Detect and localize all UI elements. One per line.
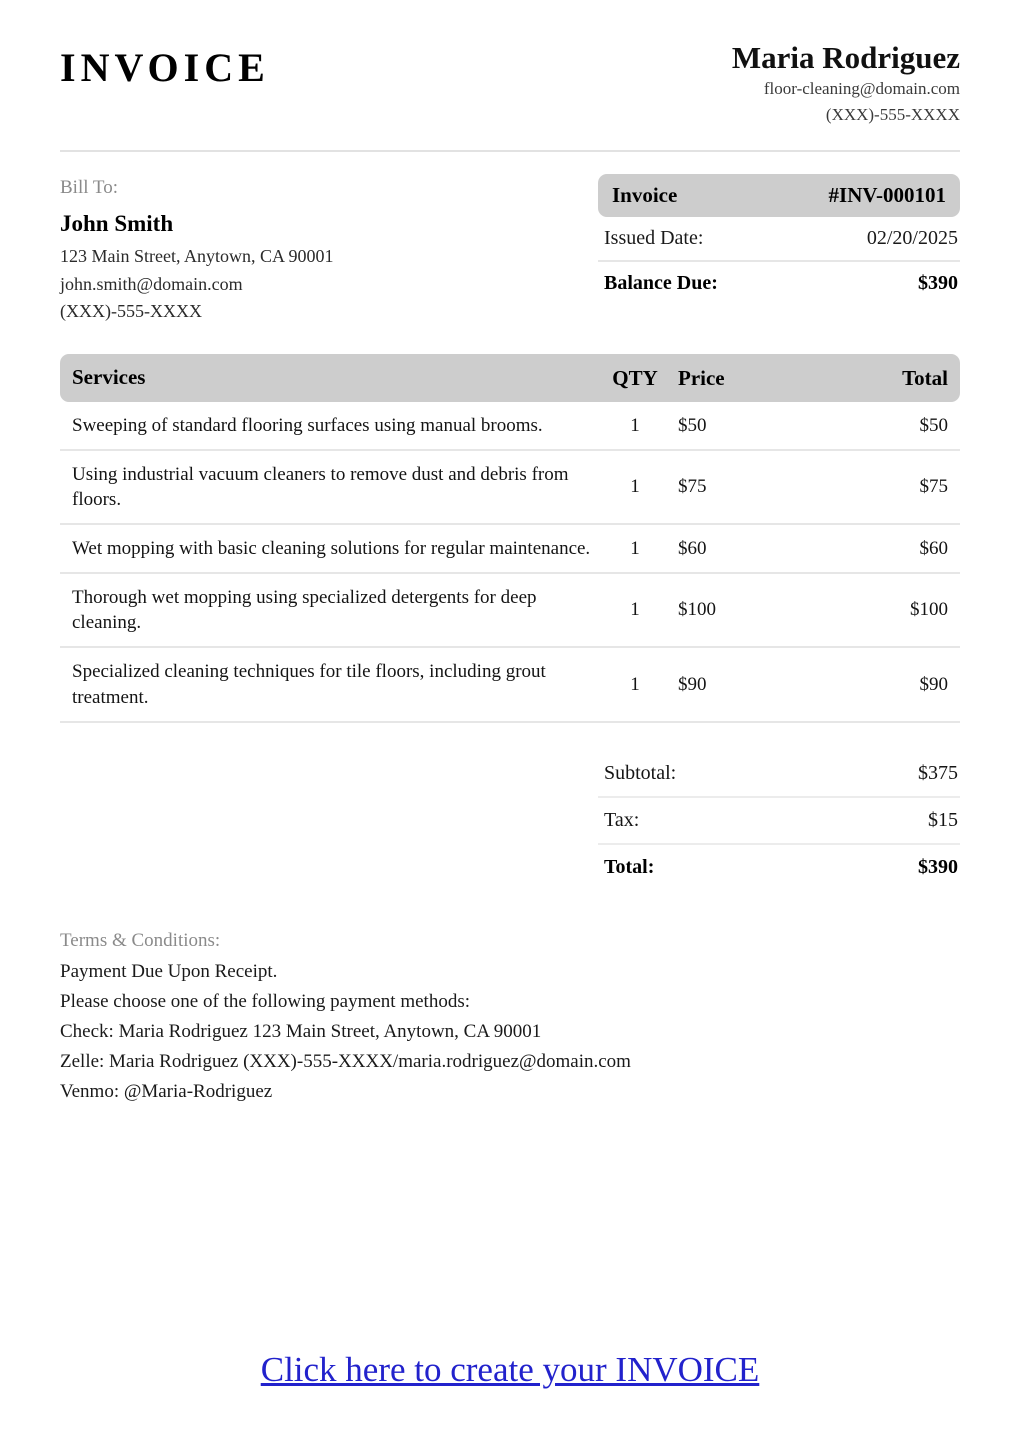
terms-line: Venmo: @Maria-Rodriguez — [60, 1080, 273, 1102]
row-description: Sweeping of standard flooring surfaces using manual brooms. — [72, 415, 543, 437]
create-invoice-link[interactable]: Click here to create your INVOICE — [260, 1350, 760, 1389]
terms-line: Check: Maria Rodriguez 123 Main Street, Anytown, CA 90001 — [60, 1020, 542, 1042]
row-qty: 1 — [630, 537, 640, 559]
issued-date-label: Issued Date: — [604, 227, 704, 250]
table-row — [60, 648, 960, 722]
row-description: Specialized cleaning techniques for tile floors, including grout treatment. — [72, 661, 546, 708]
total-value: $390 — [918, 855, 958, 878]
balance-due-label: Balance Due: — [604, 272, 718, 295]
row-description: Wet mopping with basic cleaning solutions for regular maintenance. — [72, 538, 591, 560]
subtotal-value: $375 — [918, 761, 958, 784]
invoice-header — [60, 0, 960, 128]
total-label: Total: — [604, 855, 655, 878]
subtotal-label: Subtotal: — [604, 761, 677, 784]
subtotal-row — [598, 751, 960, 798]
row-price: $100 — [678, 599, 716, 621]
row-price: $50 — [678, 414, 707, 436]
row-qty: 1 — [630, 414, 640, 436]
invoice-meta-header — [598, 174, 960, 217]
table-row — [60, 525, 960, 574]
services-table — [60, 354, 960, 722]
totals-block — [598, 751, 960, 890]
tax-label: Tax: — [604, 808, 640, 831]
bill-to-block — [60, 174, 560, 326]
bill-to-email: john.smith@domain.com — [60, 273, 243, 294]
row-qty: 1 — [630, 673, 640, 695]
terms-line: Payment Due Upon Receipt. — [60, 960, 278, 982]
invoice-number: #INV-000101 — [828, 183, 946, 208]
invoice-meta-header-label: Invoice — [612, 183, 678, 208]
terms-line: Please choose one of the following payment methods: — [60, 990, 470, 1012]
row-qty: 1 — [630, 476, 640, 498]
table-row — [60, 451, 960, 525]
terms-block — [60, 924, 960, 1107]
vendor-name: Maria Rodriguez — [731, 40, 960, 75]
table-row — [60, 402, 960, 451]
issued-date-value: 02/20/2025 — [866, 227, 958, 250]
page-title: INVOICE — [60, 45, 270, 90]
row-price: $75 — [678, 476, 707, 498]
row-total: $90 — [919, 673, 948, 695]
balance-due-row — [598, 260, 960, 305]
column-header-total: Total — [902, 365, 948, 390]
row-total: $100 — [910, 599, 948, 621]
bill-to-phone: (XXX)-555-XXXX — [60, 301, 202, 322]
tax-row — [598, 798, 960, 845]
row-qty: 1 — [630, 599, 640, 621]
vendor-block — [732, 40, 960, 128]
row-total: $75 — [919, 476, 948, 498]
vendor-email: floor-cleaning@domain.com — [763, 78, 960, 98]
row-price: $60 — [678, 537, 707, 559]
balance-due-value: $390 — [918, 272, 958, 295]
invoice-meta-block — [598, 174, 960, 305]
bill-to-name: John Smith — [60, 210, 174, 236]
column-header-qty: QTY — [612, 365, 658, 390]
row-description: Using industrial vacuum cleaners to remove dust and debris from floors. — [72, 464, 569, 511]
total-row — [598, 845, 960, 890]
column-header-price: Price — [678, 365, 725, 390]
column-header-services: Services — [72, 365, 146, 390]
terms-line: Zelle: Maria Rodriguez (XXX)-555-XXXX/maria.rodriguez@domain.com — [60, 1050, 631, 1072]
vendor-phone: (XXX)-555-XXXX — [825, 104, 960, 124]
table-row — [60, 574, 960, 648]
billing-meta-section — [60, 174, 960, 326]
row-description: Thorough wet mopping using specialized detergents for deep cleaning. — [72, 587, 537, 634]
row-price: $90 — [678, 673, 707, 695]
header-divider — [60, 150, 960, 152]
row-total: $60 — [919, 537, 948, 559]
tax-value: $15 — [928, 808, 958, 831]
terms-label: Terms & Conditions: — [60, 929, 221, 951]
table-header-row — [60, 354, 960, 402]
footer-cta-container — [0, 1350, 1020, 1390]
row-total: $50 — [919, 414, 948, 436]
issued-date-row — [598, 217, 960, 260]
bill-to-address: 123 Main Street, Anytown, CA 90001 — [60, 245, 334, 266]
bill-to-label: Bill To: — [60, 177, 118, 199]
